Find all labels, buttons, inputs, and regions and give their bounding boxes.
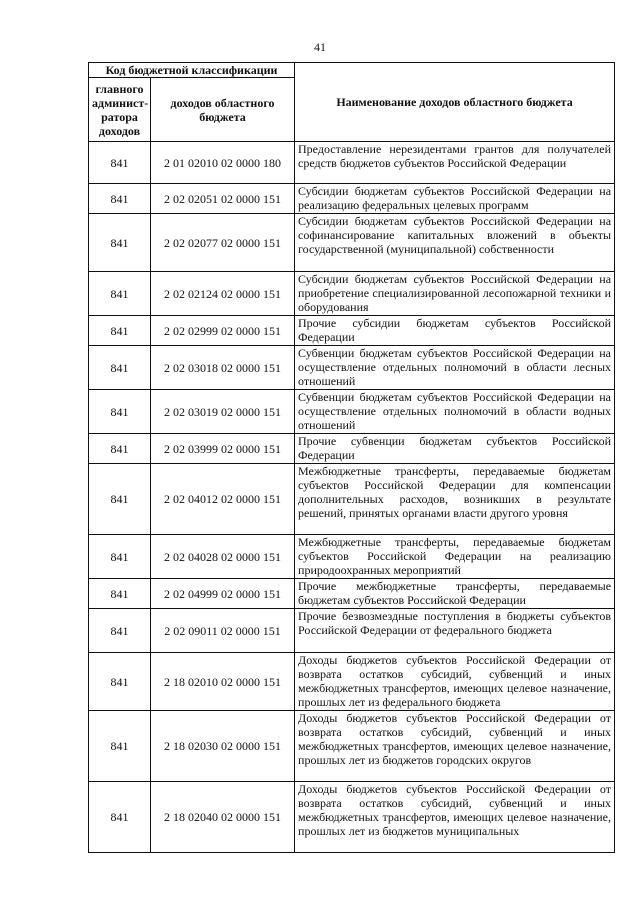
income-name-cell bbox=[295, 316, 615, 346]
income-code-cell: 2 02 03019 02 0000 151 bbox=[151, 390, 295, 434]
income-code-cell: 2 02 03018 02 0000 151 bbox=[151, 346, 295, 390]
admin-code-cell: 841 bbox=[89, 434, 151, 464]
admin-code-cell: 841 bbox=[89, 346, 151, 390]
income-name-text: Субвенции бюджетам субъектов Российской Федерации на осуществление отдельных полномочий в области лесных отношений bbox=[298, 346, 612, 388]
income-code-cell: 2 02 04012 02 0000 151 bbox=[151, 464, 295, 535]
admin-code-cell: 841 bbox=[89, 142, 151, 184]
table-row bbox=[89, 316, 615, 346]
income-code-cell: 2 02 04999 02 0000 151 bbox=[151, 579, 295, 609]
income-name-text: Прочие субсидии бюджетам субъектов Российской Федерации bbox=[298, 316, 612, 344]
income-name-text: Межбюджетные трансферты, передаваемые бюджетам субъектов Российской Федерации для компенсации дополнительных расходов, возникших в результате решений, принятых органами власти другого уровня bbox=[298, 464, 612, 520]
admin-code-cell: 841 bbox=[89, 653, 151, 711]
income-code-cell: 2 02 02051 02 0000 151 bbox=[151, 184, 295, 214]
income-name-text: Субсидии бюджетам субъектов Российской Федерации на приобретение специализированной лесопожарной техники и оборудования bbox=[298, 272, 612, 314]
admin-column-header: главного админист-ратора доходов bbox=[89, 78, 151, 142]
income-code-cell: 2 18 02040 02 0000 151 bbox=[151, 782, 295, 853]
income-name-cell bbox=[295, 464, 615, 535]
table-row bbox=[89, 214, 615, 272]
income-name-cell bbox=[295, 579, 615, 609]
income-name-text: Прочие безвозмездные поступления в бюджеты субъектов Российской Федерации от федерального бюджета bbox=[298, 609, 612, 637]
income-name-cell bbox=[295, 535, 615, 579]
table-row bbox=[89, 711, 615, 782]
admin-code-cell: 841 bbox=[89, 390, 151, 434]
admin-code-cell: 841 bbox=[89, 184, 151, 214]
income-name-header: Наименование доходов областного бюджета bbox=[295, 63, 615, 142]
table-row bbox=[89, 142, 615, 184]
income-name-text: Прочие субвенции бюджетам субъектов Российской Федерации bbox=[298, 434, 612, 462]
table-row bbox=[89, 609, 615, 653]
income-name-cell bbox=[295, 434, 615, 464]
income-name-cell bbox=[295, 609, 615, 653]
admin-code-cell: 841 bbox=[89, 579, 151, 609]
income-code-cell: 2 02 09011 02 0000 151 bbox=[151, 609, 295, 653]
income-name-cell bbox=[295, 142, 615, 184]
table-row bbox=[89, 346, 615, 390]
income-code-cell: 2 18 02030 02 0000 151 bbox=[151, 711, 295, 782]
income-code-column-header: доходов областного бюджета bbox=[151, 78, 295, 142]
income-name-text: Межбюджетные трансферты, передаваемые бюджетам субъектов Российской Федерации на реализацию природоохранных мероприятий bbox=[298, 535, 612, 577]
income-code-cell: 2 02 02124 02 0000 151 bbox=[151, 272, 295, 316]
table-row bbox=[89, 535, 615, 579]
income-name-text: Предоставление нерезидентами грантов для получателей средств бюджетов субъектов Российской Федерации bbox=[298, 142, 612, 170]
income-name-text: Субсидии бюджетам субъектов Российской Федерации на софинансирование капитальных вложений в объекты государственной (муниципальной) собственности bbox=[298, 214, 612, 256]
income-name-cell bbox=[295, 653, 615, 711]
table-row bbox=[89, 782, 615, 853]
admin-code-cell: 841 bbox=[89, 535, 151, 579]
income-name-text: Субсидии бюджетам субъектов Российской Федерации на реализацию федеральных целевых программ bbox=[298, 184, 612, 212]
table-row bbox=[89, 434, 615, 464]
table-body bbox=[89, 142, 615, 853]
page-number: 41 bbox=[314, 40, 326, 54]
income-code-cell: 2 18 02010 02 0000 151 bbox=[151, 653, 295, 711]
admin-code-cell: 841 bbox=[89, 272, 151, 316]
income-code-cell: 2 02 02999 02 0000 151 bbox=[151, 316, 295, 346]
income-name-cell bbox=[295, 346, 615, 390]
income-name-text: Доходы бюджетов субъектов Российской Федерации от возврата остатков субсидий, субвенций и иных межбюджетных трансфертов, имеющих целевое назначение, прошлых лет из бюджетов муниципальных bbox=[298, 782, 612, 838]
income-name-cell bbox=[295, 214, 615, 272]
table-row bbox=[89, 579, 615, 609]
income-name-text: Доходы бюджетов субъектов Российской Федерации от возврата остатков субсидий, субвенций и иных межбюджетных трансфертов, имеющих целевое назначение, прошлых лет из бюджетов городских округов bbox=[298, 711, 612, 767]
budget-code-group-header: Код бюджетной классификации bbox=[89, 63, 295, 78]
admin-code-cell: 841 bbox=[89, 711, 151, 782]
income-code-cell: 2 02 03999 02 0000 151 bbox=[151, 434, 295, 464]
income-name-cell bbox=[295, 272, 615, 316]
table-row bbox=[89, 464, 615, 535]
admin-code-cell: 841 bbox=[89, 214, 151, 272]
budget-classification-table bbox=[88, 62, 615, 853]
admin-code-cell: 841 bbox=[89, 782, 151, 853]
table-row bbox=[89, 653, 615, 711]
income-name-cell bbox=[295, 184, 615, 214]
income-name-text: Субвенции бюджетам субъектов Российской Федерации на осуществление отдельных полномочий в области водных отношений bbox=[298, 390, 612, 432]
income-name-cell bbox=[295, 782, 615, 853]
table-row bbox=[89, 184, 615, 214]
income-code-cell: 2 01 02010 02 0000 180 bbox=[151, 142, 295, 184]
income-name-text: Прочие межбюджетные трансферты, передаваемые бюджетам субъектов Российской Федерации bbox=[298, 579, 612, 607]
admin-code-cell: 841 bbox=[89, 316, 151, 346]
admin-code-cell: 841 bbox=[89, 464, 151, 535]
table-row bbox=[89, 272, 615, 316]
income-code-cell: 2 02 02077 02 0000 151 bbox=[151, 214, 295, 272]
table-row bbox=[89, 390, 615, 434]
income-name-cell bbox=[295, 390, 615, 434]
admin-code-cell: 841 bbox=[89, 609, 151, 653]
income-name-text: Доходы бюджетов субъектов Российской Федерации от возврата остатков субсидий, субвенций и иных межбюджетных трансфертов, имеющих целевое назначение, прошлых лет из федерального бюджета bbox=[298, 653, 612, 709]
income-name-cell bbox=[295, 711, 615, 782]
income-code-cell: 2 02 04028 02 0000 151 bbox=[151, 535, 295, 579]
